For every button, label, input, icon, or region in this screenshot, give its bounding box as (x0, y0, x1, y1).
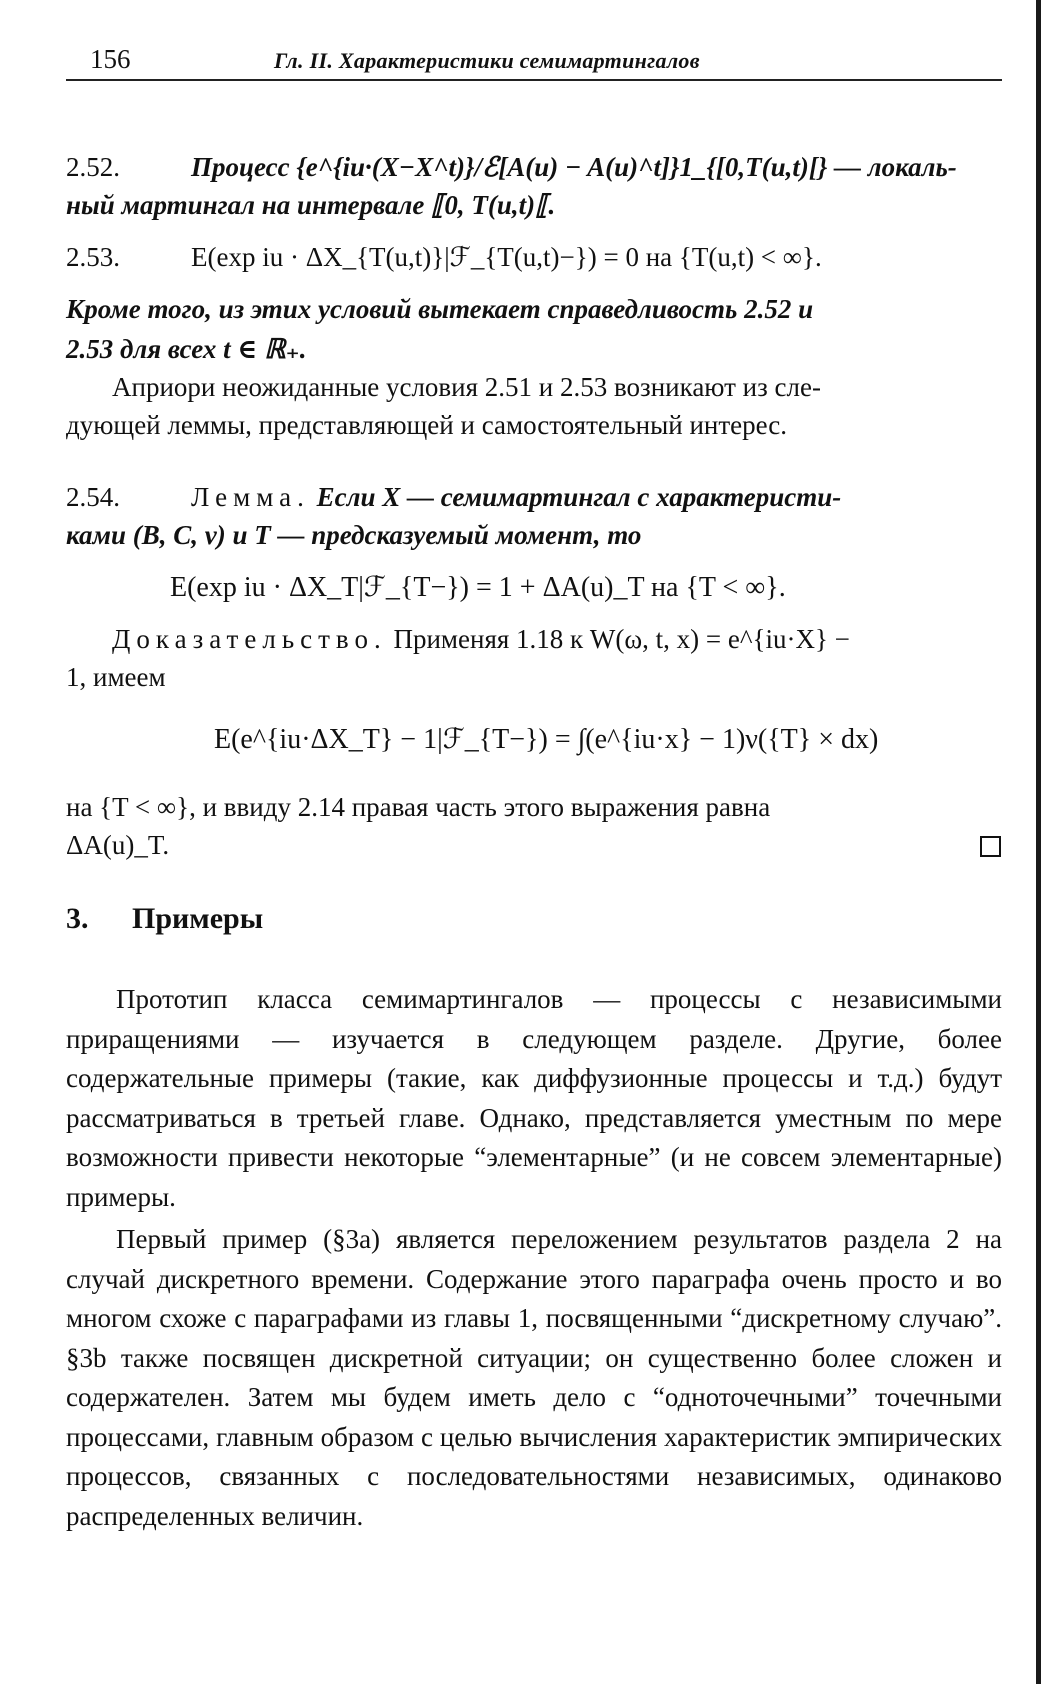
lemma-text: Если X — семимартингал с характеристи- (316, 482, 842, 512)
proof-formula: E(e^{iu·ΔX_T} − 1|ℱ_{T−}) = ∫(e^{iu·x} − 1)ν({T} × dx) (214, 724, 879, 755)
section-heading (66, 902, 263, 936)
proof-line1 (112, 622, 850, 656)
proof-line4: ΔA(u)_T. (66, 830, 170, 860)
page-header (66, 40, 1016, 80)
item-number: 2.52. (66, 152, 120, 182)
apriori-line1: Априори неожиданные условия 2.51 и 2.53 возникают из сле- (112, 372, 821, 402)
page-edge-rule (1036, 0, 1041, 1684)
item-number: 2.53. (66, 242, 120, 272)
lemma-line1 (66, 480, 841, 514)
paragraph-2: Первый пример (§3a) является переложением результатов раздела 2 на случай дискретного времени. Содержание этого параграфа очень просто и во многом схоже с параграфами из главы 1, посвященными “дискретному случаю”. §3b также посвящен дискретной ситуации; он существенно более сложен и содержателен. Затем мы будем иметь дело с “одноточечными” точечными процессами, главным образом с целью вычисления характеристик эмпирических процессов, связанных с последовательностями независимых, одинаково распределенных величин. (66, 1224, 1002, 1531)
item-2-53 (66, 240, 822, 274)
item-number: 2.54. (66, 482, 120, 512)
page-number: 156 (90, 44, 131, 74)
proof-label: Доказательство. (112, 624, 387, 654)
item-2-52-line2: ный мартингал на интервале ⟦0, T(u,t)⟦. (66, 190, 556, 220)
item-2-52-line1 (66, 150, 957, 184)
proof-line2: 1, имеем (66, 662, 166, 692)
remark-line2: 2.53 для всех t ∈ ℝ₊. (66, 334, 307, 364)
section-number: 3. (66, 902, 89, 935)
item-text: Процесс {e^{iu·(X−X^t)}/ℰ[A(u) − A(u)^t]}1_{[0,T(u,t)[} — локаль- (191, 152, 957, 182)
apriori-line2: дующей леммы, представляющей и самостоятельный интерес. (66, 410, 788, 440)
paragraph-1: Прототип класса семимартингалов — процессы с независимыми приращениями — изучается в следующем разделе. Другие, более содержательные примеры (такие, как диффузионные процессы и т.д.) будут рассматриваться в третьей главе. Однако, представляется уместным по мере возможности привести некоторые “элементарные” (и не совсем элементарные) примеры. (66, 984, 1002, 1212)
lemma-line2: ками (B, C, ν) и T — предсказуемый момент, то (66, 520, 642, 550)
item-formula: E(exp iu · ΔX_{T(u,t)}|ℱ_{T(u,t)−}) = 0 на {T(u,t) < ∞}. (191, 242, 822, 272)
running-title: Гл. II. Характеристики семимартингалов (274, 48, 700, 73)
section-title: Примеры (132, 902, 264, 935)
qed-square-icon (980, 836, 1001, 857)
lemma-formula: E(exp iu · ΔX_T|ℱ_{T−}) = 1 + ΔA(u)_T на {T < ∞}. (170, 572, 786, 603)
lemma-label: Лемма. (191, 482, 310, 512)
proof-text: Применяя 1.18 к W(ω, t, x) = e^{iu·X} − (393, 624, 850, 654)
remark-line1: Кроме того, из этих условий вытекает справедливость 2.52 и (66, 294, 814, 324)
proof-line3: на {T < ∞}, и ввиду 2.14 правая часть этого выражения равна (66, 792, 771, 822)
header-rule (66, 79, 1002, 81)
